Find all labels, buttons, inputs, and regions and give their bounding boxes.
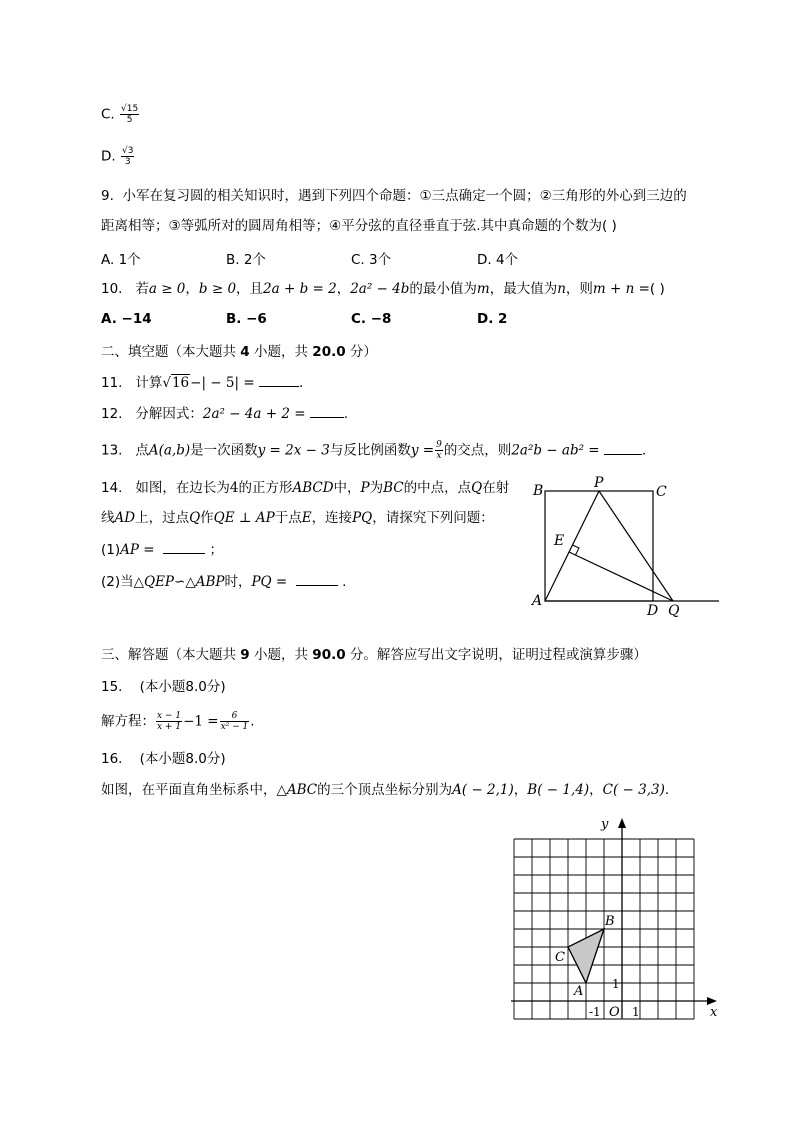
q8-option-c <box>101 104 140 125</box>
q14-line2: 线AD上，过点Q作QE ⊥ AP于点E，连接PQ，请探究下列问题： <box>101 510 494 526</box>
fraction: $\frac{√3}{3}$ <box>121 146 134 167</box>
vertex-a-label: A <box>574 984 584 999</box>
vertex-c-label: C <box>555 950 565 965</box>
x-axis-label: x <box>710 1005 718 1020</box>
question-score: (本小题8.0分) <box>139 751 226 767</box>
answer-blank <box>310 405 344 418</box>
origin-label: O <box>609 1005 620 1020</box>
q11-line: 11. 计算√16−| − 5| = . <box>101 375 304 391</box>
fraction: $\frac{6}{\text{x² − 1}}$ <box>220 711 249 732</box>
q9-option-c: C. 3个 <box>351 252 392 268</box>
question-number: 13. <box>101 442 123 459</box>
question-number: 16. <box>101 751 123 767</box>
question-number: 9. <box>101 188 114 204</box>
sqrt: √16 <box>162 375 190 391</box>
q14-line1: 14. 如图，在边长为4的正方形ABCD中，P为BC的中点，点Q在射 <box>101 480 510 496</box>
question-number: 12. <box>101 406 123 422</box>
q15-header <box>101 677 226 697</box>
y-tick-1: 1 <box>612 977 620 991</box>
q12-line: 12. 分解因式：2a² − 4a + 2 = . <box>101 406 349 422</box>
q9-option-d: D. 4个 <box>477 252 519 268</box>
y-axis-label: y <box>601 817 609 832</box>
label-a: A <box>532 593 543 609</box>
q13-line: 13. 点A(a,b)是一次函数y = 2x − 3与反比例函数y = $\frac{9}{x}$ 的交点，则2a²b − ab² = . <box>101 440 647 461</box>
label-q: Q <box>668 603 680 619</box>
label-b: B <box>533 483 544 499</box>
fraction: $\frac{√15}{5}$ <box>121 104 139 125</box>
q9-option-b: B. 2个 <box>226 252 266 268</box>
q10-option-a: A. −14 <box>101 311 152 327</box>
section3-title: 三、解答题（本大题共 9 小题，共 90.0 分。解答应写出文字说明，证明过程或演算步骤） <box>101 647 647 663</box>
answer-blank <box>163 541 205 554</box>
segment-eq <box>569 552 673 601</box>
question-number: 11. <box>101 375 123 391</box>
q14-sub1: (1)AP = ； <box>101 542 223 558</box>
label-p: P <box>594 475 604 491</box>
question-number: 14. <box>101 480 123 496</box>
label-e: E <box>554 533 565 549</box>
fraction: $\frac{x - 1}{x + 1}$ <box>157 711 182 732</box>
label-d: D <box>647 603 659 619</box>
x-tick-1: 1 <box>632 1005 640 1019</box>
fraction: $\frac{9}{x}$ <box>436 440 442 461</box>
option-label: D. <box>101 148 116 165</box>
q9-line1 <box>101 186 687 206</box>
y-axis-arrow <box>618 818 626 828</box>
q16-text: 如图，在平面直角坐标系中，△ABC的三个顶点坐标分别为A( − 2,1)，B( − 1,4)，C( − 3,3). <box>101 782 670 798</box>
question-text: 小军在复习圆的相关知识时，遇到下列四个命题：①三点确定一个圆；②三角形的外心到三边的 <box>122 188 687 204</box>
q16-coordinate-grid <box>505 815 730 1025</box>
q15-equation: 解方程： $\frac{x - 1}{x + 1}$ −1 = $\frac{6}{\text{x² − 1}}$ . <box>101 711 255 732</box>
q9-line2: 距离相等；③等弧所对的圆周角相等；④平分弦的直径垂直于弦.其中真命题的个数为( ) <box>101 218 617 234</box>
answer-blank <box>259 374 299 387</box>
q14-sub2: (2)当△QEP∽△ABP时，PQ = . <box>101 574 347 590</box>
vertex-b-label: B <box>605 914 615 929</box>
answer-blank <box>296 573 338 586</box>
q10-option-b: B. −6 <box>226 311 267 327</box>
section2-title: 二、填空题（本大题共 4 小题，共 20.0 分） <box>101 344 377 360</box>
segment-pq <box>599 491 673 601</box>
option-label: C. <box>101 106 115 123</box>
x-axis-arrow <box>707 997 717 1005</box>
q16-header <box>101 749 226 769</box>
question-score: (本小题8.0分) <box>139 679 226 695</box>
label-c: C <box>656 484 667 500</box>
q10-line: 10. 若a ≥ 0，b ≥ 0，且2a + b = 2，2a² − 4b的最小值为m，最大值为n，则m + n =( ) <box>101 281 665 297</box>
answer-blank <box>604 442 642 455</box>
question-number: 15. <box>101 679 123 695</box>
x-tick-neg1: -1 <box>589 1005 601 1019</box>
q10-option-d: D. 2 <box>477 311 508 327</box>
q10-option-c: C. −8 <box>351 311 392 327</box>
q9-option-a: A. 1个 <box>101 252 141 268</box>
question-number: 10. <box>101 281 123 297</box>
q14-square-figure <box>525 474 725 620</box>
q8-option-d <box>101 146 135 167</box>
